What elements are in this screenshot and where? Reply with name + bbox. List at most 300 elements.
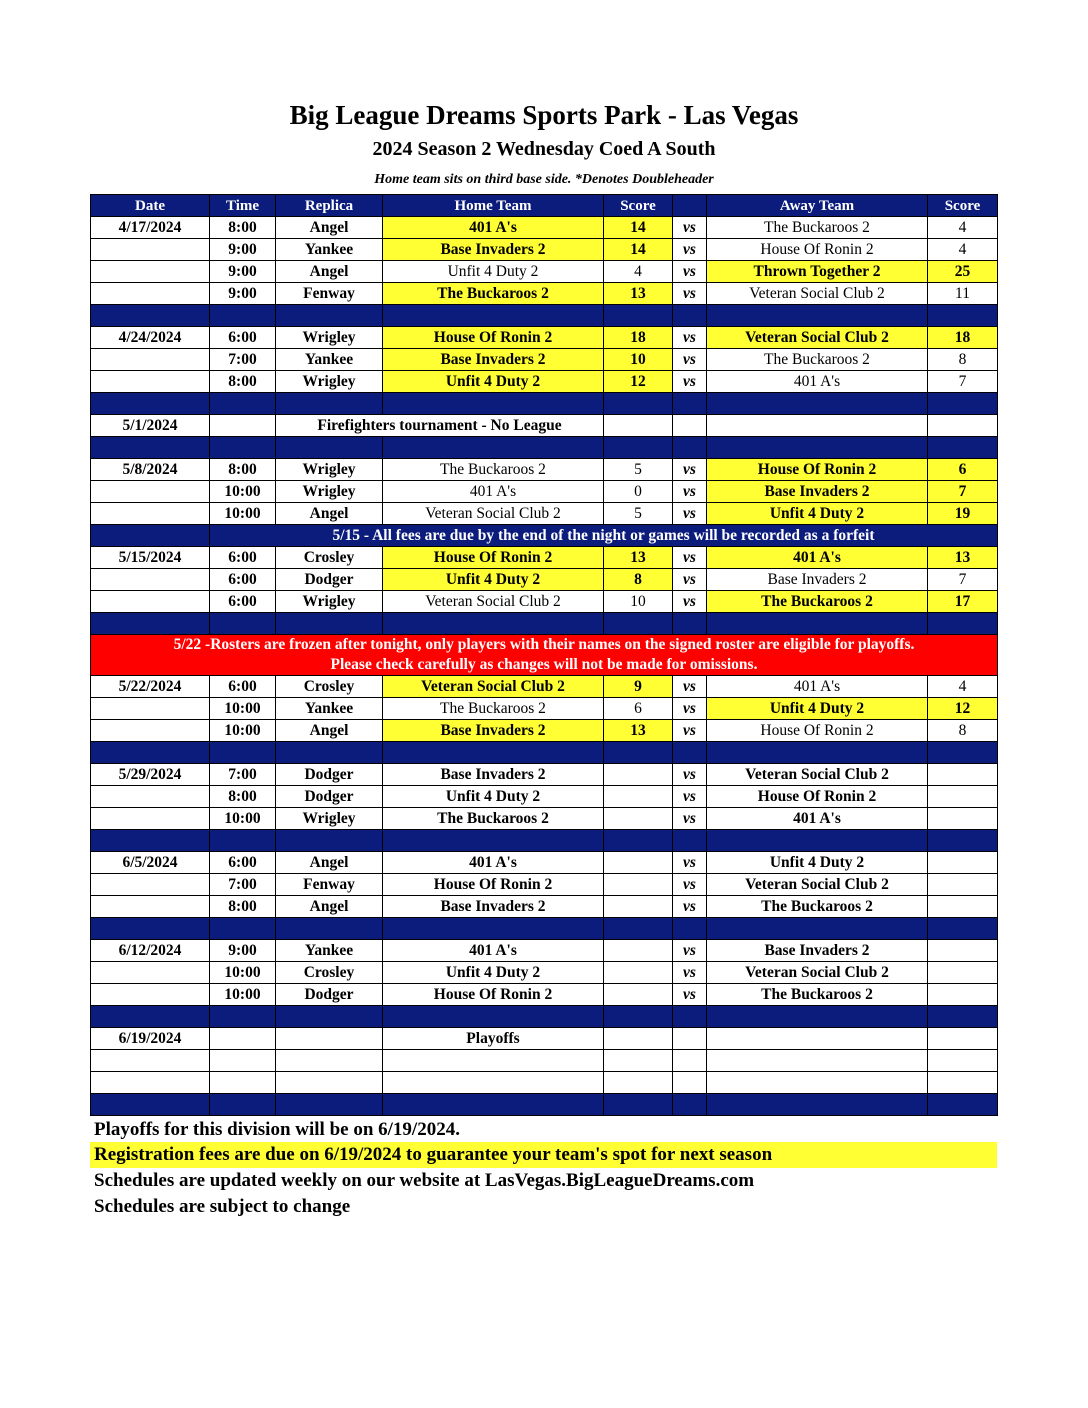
vs-cell: vs	[673, 962, 707, 984]
time-cell: 6:00	[210, 569, 276, 591]
separator-cell	[383, 393, 604, 415]
home-team-cell: House Of Ronin 2	[383, 327, 604, 349]
separator-cell	[383, 437, 604, 459]
away-score-cell: 18	[928, 327, 998, 349]
home-team-cell: House Of Ronin 2	[383, 874, 604, 896]
game-row	[91, 698, 998, 720]
separator-cell	[276, 742, 383, 764]
field-cell: Wrigley	[276, 591, 383, 613]
date-cell	[91, 1050, 210, 1072]
away-team-cell: The Buckaroos 2	[707, 591, 928, 613]
col-header-home-team: Home Team	[383, 195, 604, 217]
header-note: Home team sits on third base side. *Denotes Doubleheader	[374, 172, 714, 187]
date-cell: 5/22/2024	[91, 676, 210, 698]
field-cell: Fenway	[276, 283, 383, 305]
time-cell: 10:00	[210, 503, 276, 525]
vs-cell: vs	[673, 261, 707, 283]
col-header-home-score: Score	[604, 195, 673, 217]
date-cell	[91, 239, 210, 261]
time-cell	[210, 415, 276, 437]
separator-cell	[210, 437, 276, 459]
separator-cell	[276, 1006, 383, 1028]
home-score-cell: 10	[604, 591, 673, 613]
away-team-cell: Veteran Social Club 2	[707, 283, 928, 305]
special-text: Firefighters tournament - No League	[276, 415, 604, 437]
game-row	[91, 1072, 998, 1094]
game-row	[91, 503, 998, 525]
separator-cell	[707, 613, 928, 635]
footer-line: Registration fees are due on 6/19/2024 to guarantee your team's spot for next season	[94, 1144, 773, 1165]
date-cell	[91, 874, 210, 896]
time-cell: 7:00	[210, 874, 276, 896]
home-score-cell	[604, 852, 673, 874]
separator-cell	[928, 393, 998, 415]
separator-cell	[91, 437, 210, 459]
separator-cell	[383, 305, 604, 327]
separator-cell	[673, 742, 707, 764]
separator-cell	[210, 1094, 276, 1116]
game-row	[91, 720, 998, 742]
time-cell: 10:00	[210, 720, 276, 742]
away-score-cell: 7	[928, 569, 998, 591]
separator-row	[91, 830, 998, 852]
away-team-cell: 401 A's	[707, 547, 928, 569]
separator-cell	[604, 918, 673, 940]
home-score-cell	[604, 1072, 673, 1094]
date-cell: 6/5/2024	[91, 852, 210, 874]
separator-cell	[91, 1006, 210, 1028]
vs-cell: vs	[673, 217, 707, 239]
game-row	[91, 1050, 998, 1072]
date-cell: 4/17/2024	[91, 217, 210, 239]
date-cell	[91, 786, 210, 808]
away-score-cell: 13	[928, 547, 998, 569]
notice-text: 5/15 - All fees are due by the end of the night or games will be recorded as a forfeit	[210, 525, 998, 547]
alert-text	[91, 635, 998, 676]
time-cell: 10:00	[210, 698, 276, 720]
away-score-cell: 8	[928, 349, 998, 371]
away-team-cell: 401 A's	[707, 808, 928, 830]
vs-cell: vs	[673, 547, 707, 569]
field-cell: Angel	[276, 720, 383, 742]
away-team-cell: Veteran Social Club 2	[707, 764, 928, 786]
away-score-cell	[928, 1050, 998, 1072]
home-team-cell: The Buckaroos 2	[383, 698, 604, 720]
date-cell: 6/19/2024	[91, 1028, 210, 1050]
time-cell: 10:00	[210, 962, 276, 984]
vs-cell: vs	[673, 283, 707, 305]
col-header-away-team: Away Team	[707, 195, 928, 217]
date-cell	[91, 1072, 210, 1094]
home-score-cell: 14	[604, 217, 673, 239]
separator-cell	[673, 830, 707, 852]
vs-cell: vs	[673, 720, 707, 742]
home-score-cell	[604, 984, 673, 1006]
special-row	[91, 415, 998, 437]
away-score-cell: 4	[928, 676, 998, 698]
home-score-cell	[604, 1050, 673, 1072]
field-cell: Angel	[276, 896, 383, 918]
separator-cell	[673, 1094, 707, 1116]
separator-cell	[604, 1006, 673, 1028]
separator-cell	[210, 613, 276, 635]
field-cell: Yankee	[276, 940, 383, 962]
separator-row	[91, 305, 998, 327]
col-header-date: Date	[91, 195, 210, 217]
separator-cell	[383, 830, 604, 852]
vs-cell	[673, 1072, 707, 1094]
vs-cell: vs	[673, 327, 707, 349]
separator-cell	[928, 742, 998, 764]
home-score-cell: 9	[604, 676, 673, 698]
separator-cell	[383, 1006, 604, 1028]
field-cell: Wrigley	[276, 327, 383, 349]
table-header-row	[91, 195, 998, 217]
away-team-cell: 401 A's	[707, 371, 928, 393]
home-team-cell: House Of Ronin 2	[383, 547, 604, 569]
separator-row	[91, 437, 998, 459]
vs-cell: vs	[673, 698, 707, 720]
separator-cell	[210, 742, 276, 764]
home-score-cell	[604, 874, 673, 896]
footer-registration-note	[90, 1142, 997, 1168]
date-cell: 5/1/2024	[91, 415, 210, 437]
separator-cell	[276, 1094, 383, 1116]
home-score-cell: 4	[604, 261, 673, 283]
game-row	[91, 239, 998, 261]
col-header-away-score: Score	[928, 195, 998, 217]
vs-cell: vs	[673, 984, 707, 1006]
separator-cell	[707, 742, 928, 764]
time-cell	[210, 1028, 276, 1050]
home-score-cell	[604, 415, 673, 437]
separator-cell	[707, 1006, 928, 1028]
vs-cell: vs	[673, 569, 707, 591]
separator-cell	[276, 393, 383, 415]
time-cell	[210, 1050, 276, 1072]
notice-spacer	[91, 525, 210, 547]
home-score-cell: 6	[604, 698, 673, 720]
notice-row	[91, 525, 998, 547]
time-cell: 8:00	[210, 786, 276, 808]
home-team-cell: 401 A's	[383, 217, 604, 239]
date-cell	[91, 720, 210, 742]
separator-cell	[383, 613, 604, 635]
separator-cell	[276, 305, 383, 327]
home-score-cell	[604, 1028, 673, 1050]
away-score-cell	[928, 1072, 998, 1094]
separator-cell	[210, 918, 276, 940]
away-score-cell	[928, 1028, 998, 1050]
game-row	[91, 940, 998, 962]
separator-cell	[91, 918, 210, 940]
home-team-cell	[383, 1072, 604, 1094]
game-row	[91, 371, 998, 393]
separator-cell	[91, 613, 210, 635]
separator-cell	[707, 918, 928, 940]
home-score-cell	[604, 896, 673, 918]
separator-cell	[91, 830, 210, 852]
game-row	[91, 676, 998, 698]
separator-cell	[928, 830, 998, 852]
date-cell	[91, 962, 210, 984]
away-score-cell	[928, 984, 998, 1006]
separator-cell	[604, 305, 673, 327]
away-score-cell: 17	[928, 591, 998, 613]
separator-cell	[928, 437, 998, 459]
separator-cell	[707, 1094, 928, 1116]
date-cell	[91, 503, 210, 525]
home-team-cell: Unfit 4 Duty 2	[383, 261, 604, 283]
footer-playoffs-note	[90, 1117, 997, 1143]
separator-cell	[210, 393, 276, 415]
date-cell	[91, 261, 210, 283]
date-cell: 4/24/2024	[91, 327, 210, 349]
game-row	[91, 874, 998, 896]
home-score-cell: 18	[604, 327, 673, 349]
vs-cell: vs	[673, 676, 707, 698]
date-cell	[91, 896, 210, 918]
home-team-cell: Base Invaders 2	[383, 764, 604, 786]
field-cell: Crosley	[276, 676, 383, 698]
away-team-cell: Base Invaders 2	[707, 481, 928, 503]
field-cell: Yankee	[276, 698, 383, 720]
date-cell	[91, 481, 210, 503]
home-team-cell: Veteran Social Club 2	[383, 503, 604, 525]
field-cell: Dodger	[276, 569, 383, 591]
game-row	[91, 764, 998, 786]
home-team-cell: 401 A's	[383, 481, 604, 503]
away-score-cell: 11	[928, 283, 998, 305]
field-cell: Crosley	[276, 962, 383, 984]
separator-cell	[604, 613, 673, 635]
footer-website-note	[90, 1168, 997, 1194]
date-cell	[91, 984, 210, 1006]
separator-cell	[673, 393, 707, 415]
away-team-cell: Veteran Social Club 2	[707, 962, 928, 984]
field-cell: Yankee	[276, 349, 383, 371]
away-score-cell: 6	[928, 459, 998, 481]
separator-cell	[707, 437, 928, 459]
separator-cell	[276, 918, 383, 940]
field-cell	[276, 1072, 383, 1094]
home-team-cell: The Buckaroos 2	[383, 283, 604, 305]
separator-cell	[928, 918, 998, 940]
away-score-cell	[928, 808, 998, 830]
page-title: Big League Dreams Sports Park - Las Vegas	[289, 100, 799, 130]
away-score-cell	[928, 415, 998, 437]
page-subtitle: 2024 Season 2 Wednesday Coed A South	[372, 138, 716, 160]
date-cell	[91, 591, 210, 613]
field-cell: Angel	[276, 217, 383, 239]
vs-cell: vs	[673, 808, 707, 830]
away-team-cell	[707, 415, 928, 437]
away-team-cell	[707, 1050, 928, 1072]
separator-row	[91, 613, 998, 635]
home-score-cell: 13	[604, 720, 673, 742]
away-score-cell: 8	[928, 720, 998, 742]
home-team-cell: Playoffs	[383, 1028, 604, 1050]
game-row	[91, 481, 998, 503]
time-cell: 9:00	[210, 239, 276, 261]
home-team-cell: Base Invaders 2	[383, 349, 604, 371]
away-team-cell	[707, 1028, 928, 1050]
home-team-cell: Veteran Social Club 2	[383, 676, 604, 698]
date-cell	[91, 569, 210, 591]
separator-cell	[604, 437, 673, 459]
vs-cell: vs	[673, 503, 707, 525]
home-score-cell: 0	[604, 481, 673, 503]
date-cell: 6/12/2024	[91, 940, 210, 962]
vs-cell: vs	[673, 764, 707, 786]
away-score-cell: 4	[928, 217, 998, 239]
vs-cell	[673, 415, 707, 437]
separator-cell	[210, 830, 276, 852]
away-score-cell	[928, 764, 998, 786]
separator-cell	[673, 613, 707, 635]
separator-cell	[604, 1094, 673, 1116]
home-team-cell	[383, 1050, 604, 1072]
separator-cell	[928, 613, 998, 635]
col-header-replica: Replica	[276, 195, 383, 217]
game-row	[91, 569, 998, 591]
home-team-cell: Unfit 4 Duty 2	[383, 569, 604, 591]
date-cell	[91, 349, 210, 371]
separator-cell	[91, 1094, 210, 1116]
home-team-cell: Unfit 4 Duty 2	[383, 962, 604, 984]
separator-cell	[673, 305, 707, 327]
home-score-cell: 13	[604, 547, 673, 569]
separator-cell	[383, 918, 604, 940]
time-cell: 8:00	[210, 371, 276, 393]
separator-cell	[928, 1006, 998, 1028]
home-score-cell	[604, 764, 673, 786]
game-row	[91, 261, 998, 283]
home-score-cell: 12	[604, 371, 673, 393]
time-cell: 10:00	[210, 481, 276, 503]
away-team-cell: The Buckaroos 2	[707, 984, 928, 1006]
separator-cell	[91, 393, 210, 415]
away-team-cell: The Buckaroos 2	[707, 217, 928, 239]
home-team-cell: The Buckaroos 2	[383, 808, 604, 830]
time-cell: 6:00	[210, 852, 276, 874]
home-team-cell: Base Invaders 2	[383, 896, 604, 918]
separator-cell	[673, 918, 707, 940]
game-row	[91, 217, 998, 239]
game-row	[91, 896, 998, 918]
field-cell	[276, 1050, 383, 1072]
footer-line: Schedules are subject to change	[94, 1196, 351, 1217]
away-team-cell: The Buckaroos 2	[707, 896, 928, 918]
away-score-cell: 12	[928, 698, 998, 720]
game-row	[91, 962, 998, 984]
date-cell: 5/29/2024	[91, 764, 210, 786]
time-cell: 6:00	[210, 327, 276, 349]
alert-row	[91, 635, 998, 676]
away-score-cell	[928, 896, 998, 918]
away-team-cell: House Of Ronin 2	[707, 239, 928, 261]
vs-cell	[673, 1028, 707, 1050]
home-team-cell: Base Invaders 2	[383, 239, 604, 261]
away-team-cell: House Of Ronin 2	[707, 786, 928, 808]
field-cell: Dodger	[276, 786, 383, 808]
field-cell: Dodger	[276, 764, 383, 786]
time-cell: 7:00	[210, 349, 276, 371]
home-team-cell: House Of Ronin 2	[383, 984, 604, 1006]
time-cell: 6:00	[210, 591, 276, 613]
field-cell: Dodger	[276, 984, 383, 1006]
home-score-cell	[604, 808, 673, 830]
field-cell: Angel	[276, 503, 383, 525]
separator-cell	[604, 742, 673, 764]
time-cell: 8:00	[210, 896, 276, 918]
home-team-cell: The Buckaroos 2	[383, 459, 604, 481]
home-score-cell: 5	[604, 459, 673, 481]
separator-cell	[276, 437, 383, 459]
vs-cell: vs	[673, 940, 707, 962]
separator-cell	[673, 437, 707, 459]
away-team-cell: Base Invaders 2	[707, 569, 928, 591]
time-cell	[210, 1072, 276, 1094]
time-cell: 7:00	[210, 764, 276, 786]
game-row	[91, 984, 998, 1006]
home-team-cell: 401 A's	[383, 940, 604, 962]
away-team-cell: House Of Ronin 2	[707, 720, 928, 742]
separator-cell	[91, 742, 210, 764]
footer-line: Schedules are updated weekly on our website at LasVegas.BigLeagueDreams.com	[94, 1170, 755, 1191]
separator-cell	[707, 305, 928, 327]
away-team-cell: Unfit 4 Duty 2	[707, 698, 928, 720]
field-cell: Wrigley	[276, 808, 383, 830]
time-cell: 9:00	[210, 940, 276, 962]
game-row	[91, 808, 998, 830]
away-score-cell	[928, 962, 998, 984]
col-header-vs	[673, 195, 707, 217]
away-score-cell: 19	[928, 503, 998, 525]
alert-line: 5/22 -Rosters are frozen after tonight, only players with their names on the signed roster are eligible for playoffs.	[173, 636, 915, 653]
home-team-cell: Unfit 4 Duty 2	[383, 371, 604, 393]
col-header-time: Time	[210, 195, 276, 217]
game-row	[91, 547, 998, 569]
time-cell: 9:00	[210, 261, 276, 283]
time-cell: 10:00	[210, 808, 276, 830]
separator-row	[91, 918, 998, 940]
away-team-cell: Base Invaders 2	[707, 940, 928, 962]
away-score-cell	[928, 940, 998, 962]
schedule-table	[90, 194, 998, 1116]
home-team-cell: Base Invaders 2	[383, 720, 604, 742]
vs-cell: vs	[673, 459, 707, 481]
date-cell	[91, 371, 210, 393]
separator-cell	[707, 830, 928, 852]
field-cell: Angel	[276, 261, 383, 283]
separator-row	[91, 742, 998, 764]
away-score-cell	[928, 852, 998, 874]
separator-cell	[276, 830, 383, 852]
separator-cell	[707, 393, 928, 415]
vs-cell: vs	[673, 874, 707, 896]
time-cell: 8:00	[210, 217, 276, 239]
separator-cell	[673, 1006, 707, 1028]
field-cell: Wrigley	[276, 481, 383, 503]
vs-cell: vs	[673, 481, 707, 503]
vs-cell: vs	[673, 349, 707, 371]
separator-cell	[276, 613, 383, 635]
away-team-cell: House Of Ronin 2	[707, 459, 928, 481]
home-team-cell: 401 A's	[383, 852, 604, 874]
game-row	[91, 591, 998, 613]
separator-cell	[91, 305, 210, 327]
